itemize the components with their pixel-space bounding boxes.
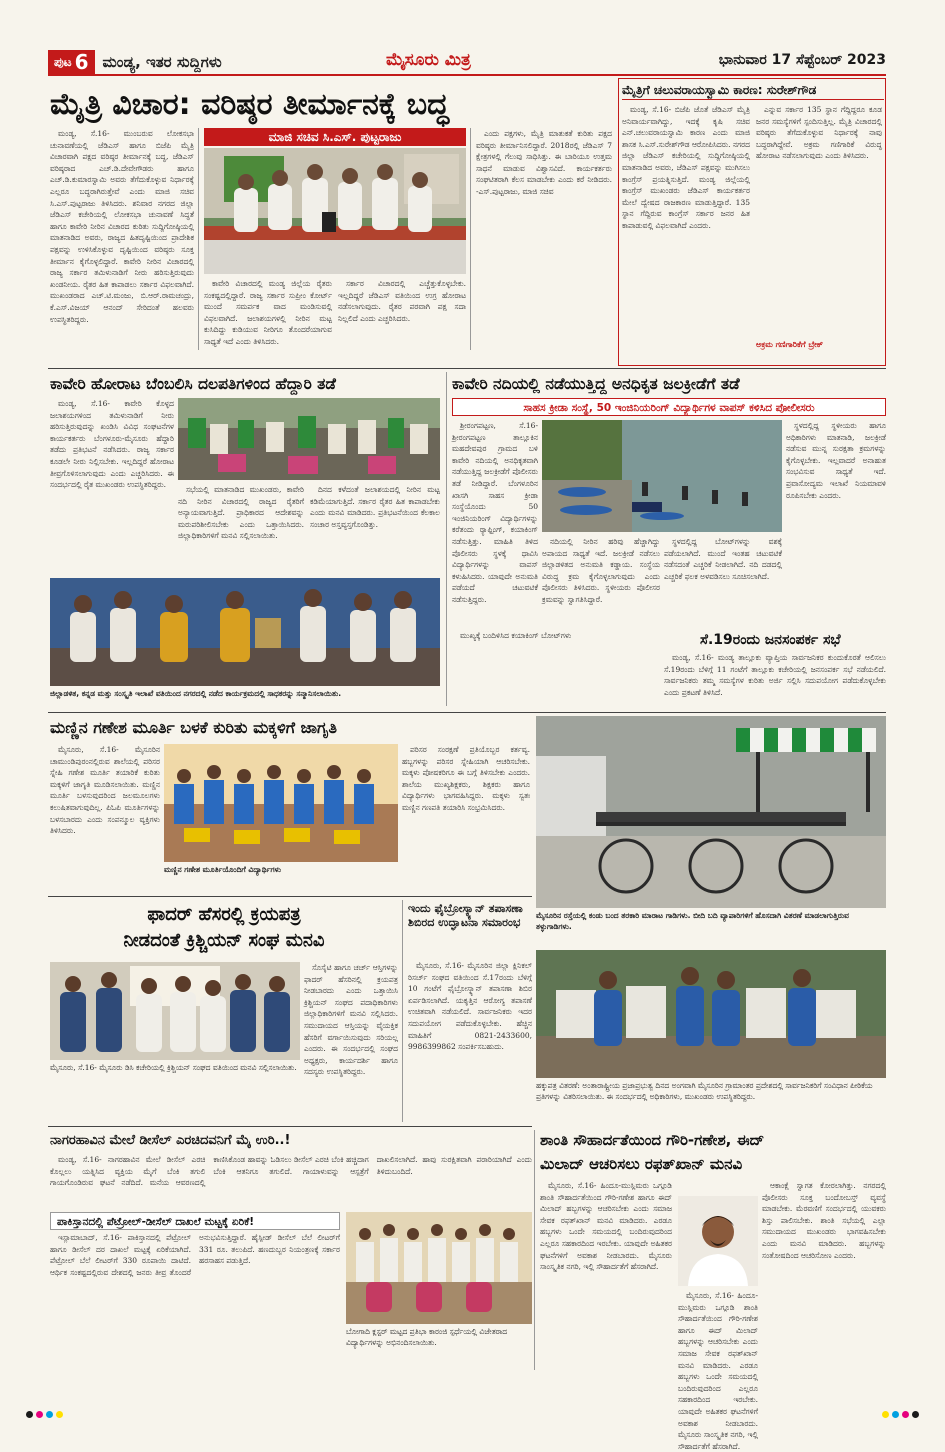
page-number-box (48, 50, 95, 74)
christian-text: ಸೊಸೈಟಿ ಹಾಗೂ ಚರ್ಚ್ ಆಸ್ತಿಗಳನ್ನು ಫಾದರ್ ಹೆಸರಿನಲ್ಲಿ ಕ್ರಯಪತ್ರ ನೀಡಬಾರದು ಎಂದು ಒತ್ತಾಯಿಸಿ ಕ್ರಿಶ್ಚಿಯನ್ ಸಂಘದ ಪದಾಧಿಕಾರಿಗಳು ಜಿಲ್ಲಾಧಿಕಾರಿಗಳಿಗೆ ಮನವಿ ಸಲ್ಲಿಸಿದರು. ಸಮುದಾಯದ ಆಸ್ತಿಯನ್ನು ವೈಯಕ್ತಿಕ ಹೆಸರಿಗೆ ವರ್ಗಾಯಿಸುವುದು ಸರಿಯಲ್ಲ ಎಂದರು. ಈ ಸಂದರ್ಭದಲ್ಲಿ ಸಂಘದ ಅಧ್ಯಕ್ಷರು, ಕಾರ್ಯದರ್ಶಿ ಹಾಗೂ ಸದಸ್ಯರು ಉಪಸ್ಥಿತರಿದ್ದರು. (304, 963, 398, 1077)
pakistan-headline: ಪಾಕಿಸ್ತಾನದಲ್ಲಿ ಪೆಟ್ರೋಲ್-ಡೀಸೆಲ್ ದಾಖಲೆ ಮಟ್ಟಕ್ಕೆ ಏರಿಕೆ! (50, 1212, 340, 1230)
pakistan-text: ಇಸ್ಲಾಮಾಬಾದ್, ಸೆ.16- ಪಾಕಿಸ್ತಾನದಲ್ಲಿ ಪೆಟ್ರೋಲ್ ಹಾಗೂ ಡೀಸೆಲ್ ದರ ದಾಖಲೆ ಮಟ್ಟಕ್ಕೆ ಏರಿಕೆಯಾಗಿದೆ. ಪೆಟ್ರೋಲ್ ಬೆಲೆ ಲೀಟರ್‌ಗೆ 330 ರೂಪಾಯಿ ದಾಟಿದೆ. ಆರ್ಥಿಕ ಸಂಕಷ್ಟದಲ್ಲಿರುವ ದೇಶದಲ್ಲಿ ಜನರು ತೀವ್ರ ತೊಂದರೆ ಅನುಭವಿಸುತ್ತಿದ್ದಾರೆ. ಹೈಸ್ಪೀಡ್ ಡೀಸೆಲ್ ಬೆಲೆ ಲೀಟರ್‌ಗೆ 331 ರೂ. ತಲುಪಿದೆ. ಹಣದುಬ್ಬರ ನಿಯಂತ್ರಣಕ್ಕೆ ಸರ್ಕಾರ ಹರಸಾಹಸ ಪಡುತ್ತಿದೆ. (50, 1233, 340, 1277)
water-sports-extra: ಮುಖ್ಯಕ್ಕೆ ಬಂದಿಳಿಸಿದ ಕಯಾಕಿಂಗ್ ಬೋಟ್‌ಗಳು (460, 631, 572, 640)
shanti-col-2b: ಮೈಸೂರು, ಸೆ.16- ಹಿಂದೂ-ಮುಸ್ಲಿಮರು ಒಗ್ಗೂಡಿ ಶಾಂತಿ ಸೌಹಾರ್ದತೆಯಿಂದ ಗೌರಿ-ಗಣೇಶ ಹಾಗೂ ಈದ್ ಮಿಲಾದ್ ಹಬ್ಬಗಳನ್ನು ಆಚರಿಸಬೇಕು ಎಂದು ಸಮಾಜ ಸೇವಕ ರಫತ್‌ಖಾನ್ ಮನವಿ ಮಾಡಿದರು. ಎರಡೂ ಹಬ್ಬಗಳು ಒಂದೇ ಸಮಯದಲ್ಲಿ ಬಂದಿರುವುದರಿಂದ ಎಲ್ಲರೂ ಸಹಕಾರದಿಂದ ಇರಬೇಕು. ಯಾವುದೇ ಅಹಿತಕರ ಘಟನೆಗಳಿಗೆ ಅವಕಾಶ ನೀಡಬಾರದು. ಮೈಸೂರು ಸಾಂಸ್ಕೃತಿಕ ನಗರಿ, ಇಲ್ಲಿ ಸೌಹಾರ್ದತೆಗೆ ಹೆಸರಾಗಿದೆ. (678, 1291, 758, 1451)
masthead (48, 50, 886, 76)
water-sports-col-4: ಸ್ಥಳದಲ್ಲಿದ್ದ ಸ್ಥಳೀಯರು ಹಾಗೂ ಅಧಿಕಾರಿಗಳು ಮಾತನಾಡಿ, ಜಲಕ್ರೀಡೆ ನಡೆಸುವ ಮುನ್ನ ಸುರಕ್ಷತಾ ಕ್ರಮಗಳನ್ನು ಕೈಗೊಳ್ಳಬೇಕು. ಇಲ್ಲವಾದರೆ ಅನಾಹುತ ಸಂಭವಿಸುವ ಸಾಧ್ಯತೆ ಇದೆ. ಪ್ರವಾಸೋದ್ಯಮ ಇಲಾಖೆ ನಿಯಮಾವಳಿ ರೂಪಿಸಬೇಕು ಎಂದರು. (786, 421, 886, 500)
lead-banner: ಮಾಜಿ ಸಚಿವ ಸಿ.ಎಸ್. ಪುಟ್ಟರಾಜು (204, 128, 466, 146)
ganesha-col-2: ಪರಿಸರ ಸಂರಕ್ಷಣೆ ಪ್ರತಿಯೊಬ್ಬರ ಕರ್ತವ್ಯ. ಹಬ್ಬಗಳನ್ನು ಪರಿಸರ ಸ್ನೇಹಿಯಾಗಿ ಆಚರಿಸಬೇಕು. ಮಕ್ಕಳು ಪೋಷಕರಿಗೂ ಈ ಬಗ್ಗೆ ತಿಳಿಸಬೇಕು ಎಂದರು. ಶಾಲೆಯ ಮುಖ್ಯಶಿಕ್ಷಕರು, ಶಿಕ್ಷಕರು ಹಾಗೂ ವಿದ್ಯಾರ್ಥಿಗಳು ಭಾಗವಹಿಸಿದ್ದರು. ಮಕ್ಕಳು ಸ್ವತಃ ಮಣ್ಣಿನ ಗಣಪತಿ ತಯಾರಿಸಿ ಸಂಭ್ರಮಿಸಿದರು. (402, 745, 530, 812)
rafath-khan-photo (678, 1196, 758, 1286)
page-label: ಪುಟ (54, 54, 72, 69)
issue-date: ಭಾನುವಾರ 17 ಸೆಪ್ಟೆಂಬರ್ 2023 (718, 52, 886, 68)
page-number: 6 (74, 50, 89, 74)
protest-text-2: ಸಭೆಯಲ್ಲಿ ಮಾತನಾಡಿದ ಮುಖಂಡರು, ಕಾವೇರಿ ನದಿ ನೀರಿನ ವಿಚಾರದಲ್ಲಿ ರಾಜ್ಯದ ರೈತರಿಗೆ ಅನ್ಯಾಯವಾಗುತ್ತಿದೆ. ಪ್ರಾಧಿಕಾರದ ಆದೇಶವನ್ನು ಮರುಪರಿಶೀಲಿಸಬೇಕು ಎಂದು ಒತ್ತಾಯಿಸಿದರು. ಜಿಲ್ಲಾಧಿಕಾರಿಗಳಿಗೆ ಮನವಿ ಸಲ್ಲಿಸಲಾಯಿತು. (178, 485, 304, 541)
janasamparka-headline: ಸೆ.19ರಂದು ಜನಸಂಪರ್ಕ ಸಭೆ (700, 632, 841, 648)
sidebar-headline: ಮೈತ್ರಿಗೆ ಚಲುವರಾಯಸ್ವಾಮಿ ಕಾರಣ: ಸುರೇಶ್‌ಗೌಡ (622, 80, 884, 100)
ganesha-headline: ಮಣ್ಣಿನ ಗಣೇಶ ಮೂರ್ತಿ ಬಳಕೆ ಕುರಿತು ಮಕ್ಕಳಿಗೆ ಜಾಗೃತಿ (50, 718, 338, 737)
sidebar-subhead: ಅಕ್ರಮ ಗಣಿಗಾರಿಕೆಗೆ ಬ್ರೇಕ್ (756, 340, 823, 349)
ganesha-col-1: ಮೈಸೂರು, ಸೆ.16- ಮೈಸೂರಿನ ಚಾಮುಂಡಿಪುರಂನಲ್ಲಿರುವ ಶಾಲೆಯಲ್ಲಿ ಪರಿಸರ ಸ್ನೇಹಿ ಗಣೇಶ ಮೂರ್ತಿ ತಯಾರಿಕೆ ಕುರಿತು ಮಕ್ಕಳಿಗೆ ಜಾಗೃತಿ ಮೂಡಿಸಲಾಯಿತು. ಮಣ್ಣಿನ ಮೂರ್ತಿ ಬಳಸುವುದರಿಂದ ಜಲಮೂಲಗಳು ಕಲುಷಿತವಾಗುವುದಿಲ್ಲ. ಪಿಓಪಿ ಮೂರ್ತಿಗಳನ್ನು ಬಳಸಬಾರದು ಎಂದು ಸಂಪನ್ಮೂಲ ವ್ಯಕ್ತಿಗಳು ತಿಳಿಸಿದರು. (50, 745, 160, 836)
shanti-col-2: ಆಕಾಂಕ್ಷೆ ಸ್ವಾಗತ ಕೋರಲಾಗಿತ್ತು. ನಗರದಲ್ಲಿ ಪೊಲೀಸರು ಸೂಕ್ತ ಬಂದೋಬಸ್ತ್ ವ್ಯವಸ್ಥೆ ಮಾಡಬೇಕು. ಮೆರವಣಿಗೆ ಸಂದರ್ಭದಲ್ಲಿ ಯುವಕರು ಶಿಸ್ತು ಪಾಲಿಸಬೇಕು. ಶಾಂತಿ ಸಭೆಯಲ್ಲಿ ಎಲ್ಲಾ ಸಮುದಾಯದ ಮುಖಂಡರು ಭಾಗವಹಿಸಬೇಕು ಎಂದು ಮನವಿ ಮಾಡಿದರು. ಹಬ್ಬಗಳನ್ನು ಸಂತೋಷದಿಂದ ಆಚರಿಸೋಣ ಎಂದರು. (762, 1181, 886, 1260)
pratibha-caption: ಬೋಗಾದಿ ಕ್ಲಸ್ಟರ್ ಮಟ್ಟದ ಪ್ರತಿಭಾ ಕಾರಂಜಿ ಸ್ಪರ್ಧೆಯಲ್ಲಿ ವಿಜೇತರಾದ ವಿದ್ಯಾರ್ಥಿಗಳನ್ನು ಅಭಿನಂದಿಸಲಾಯಿತು. (346, 1327, 508, 1347)
vegetable-cart-photo (536, 716, 886, 908)
protest-text: ಮಂಡ್ಯ, ಸೆ.16- ಕಾವೇರಿ ಕೊಳ್ಳದ ಜಲಾಶಯಗಳಿಂದ ತಮಿಳುನಾಡಿಗೆ ನೀರು ಹರಿಸುತ್ತಿರುವುದನ್ನು ಖಂಡಿಸಿ ವಿವಿಧ ಸಂಘಟನೆಗಳ ಕಾರ್ಯಕರ್ತರು ಬೆಂಗಳೂರು-ಮೈಸೂರು ಹೆದ್ದಾರಿ ತಡೆದು ಪ್ರತಿಭಟನೆ ನಡೆಸಿದರು. ರಾಜ್ಯ ಸರ್ಕಾರ ಕೂಡಲೇ ನೀರು ನಿಲ್ಲಿಸಬೇಕು. ಇಲ್ಲದಿದ್ದರೆ ಹೋರಾಟ ತೀವ್ರಗೊಳಿಸಲಾಗುವುದು ಎಂದು ಎಚ್ಚರಿಸಿದರು. ಈ ಸಂದರ್ಭದಲ್ಲಿ ರೈತ ಮುಖಂಡರು ಉಪಸ್ಥಿತರಿದ್ದರು. (50, 399, 174, 490)
constitution-caption: ಹಕ್ಕುಪತ್ರ ವಿತರಣೆ: ಅಂತಾರಾಷ್ಟ್ರೀಯ ಪ್ರಜಾಪ್ರಭುತ್ವ ದಿನದ ಅಂಗವಾಗಿ ಮೈಸೂರಿನ ಗ್ರಾಮಾಂತರ ಪ್ರದೇಶದಲ್ಲಿ ಸಾರ್ವಜನಿಕರಿಗೆ ಸಂವಿಧಾನ ಪೀಠಿಕೆಯ ಪ್ರತಿಗಳನ್ನು ವಿತರಿಸಲಾಯಿತು. ಈ ಸಂದರ್ಭದಲ್ಲಿ ಅಧಿಕಾರಿಗಳು, ಮುಖಂಡರು ಉಪಸ್ಥಿತರಿದ್ದರು. (536, 1081, 873, 1101)
christian-caption: ಮೈಸೂರು, ಸೆ.16- ಮೈಸೂರು ಡಿಸಿ ಕಚೇರಿಯಲ್ಲಿ ಕ್ರಿಶ್ಚಿಯನ್ ಸಂಘದ ವತಿಯಿಂದ ಮನವಿ ಸಲ್ಲಿಸಲಾಯಿತು. (50, 1063, 297, 1072)
cart-caption: ಮೈಸೂರಿನ ರಸ್ತೆಯಲ್ಲಿ ಕಂಡು ಬಂದ ತರಕಾರಿ ಮಾರಾಟ ಗಾಡಿಗಳು. ಬೀದಿ ಬದಿ ವ್ಯಾಪಾರಿಗಳಿಗೆ ಹೊಸದಾಗಿ ವಿತರಣೆ ಮಾಡಲಾಗುತ್ತಿರುವ ತಳ್ಳುಗಾಡಿಗಳು. (536, 911, 849, 931)
ganesha-photo-caption: ಮಣ್ಣಿನ ಗಣೇಶ ಮೂರ್ತಿಯೊಂದಿಗೆ ವಿದ್ಯಾರ್ಥಿಗಳು (164, 865, 282, 874)
lead-column-4: ಎಂದು ಪಕ್ಷಗಳು, ಮೈತ್ರಿ ಮಾತುಕತೆ ಕುರಿತು ಪಕ್ಷದ ವರಿಷ್ಠರು ತೀರ್ಮಾನಿಸಲಿದ್ದಾರೆ. 2018ರಲ್ಲಿ ಜೆಡಿಎಸ್ 7 ಕ್ಷೇತ್ರಗಳಲ್ಲಿ ಗೆಲುವು ಸಾಧಿಸಿತ್ತು. ಈ ಬಾರಿಯೂ ಉತ್ತಮ ಸಾಧನೆ ಮಾಡುವ ವಿಶ್ವಾಸವಿದೆ. ಕಾರ್ಯಕರ್ತರು ಸಂಘಟಿತರಾಗಿ ಕೆಲಸ ಮಾಡಬೇಕು ಎಂದು ಕರೆ ನೀಡಿದರು. -ಎಸ್.ಪುಟ್ಟರಾಜು, ಮಾಜಿ ಸಚಿವ (476, 129, 612, 196)
protest-text-3: ದಿನದ ಕಳೆದಂತೆ ಜಲಾಶಯದಲ್ಲಿ ನೀರಿನ ಮಟ್ಟ ಕಡಿಮೆಯಾಗುತ್ತಿದೆ. ಸರ್ಕಾರ ರೈತರ ಹಿತ ಕಾಪಾಡಬೇಕು ಎಂದು ಮನವಿ ಮಾಡಿದರು. ಪ್ರತಿಭಟನೆಯಿಂದ ಕೆಲಕಾಲ ಸಂಚಾರ ಅಸ್ತವ್ಯಸ್ತಗೊಂಡಿತ್ತು. (310, 485, 440, 529)
water-sports-headline: ಕಾವೇರಿ ನದಿಯಲ್ಲಿ ನಡೆಯುತ್ತಿದ್ದ ಅನಧಿಕೃತ ಜಲಕ್ರೀಡೆಗೆ ತಡೆ (452, 375, 740, 393)
fibroscan-headline: ಇಂದು ಫೈಬ್ರೋಸ್ಕ್ಯಾನ್ ತಪಾಸಣಾ ಶಿಬಿರದ ಉದ್ಘಾಟನಾ ಸಮಾರಂಭ (408, 902, 523, 929)
lead-column-1: ಮಂಡ್ಯ, ಸೆ.16- ಮುಂಬರುವ ಲೋಕಸಭಾ ಚುನಾವಣೆಯಲ್ಲಿ ಜೆಡಿಎಸ್ ಹಾಗೂ ಬಿಜೆಪಿ ಮೈತ್ರಿ ವಿಚಾರವಾಗಿ ಪಕ್ಷದ ವರಿಷ್ಠರ ತೀರ್ಮಾನಕ್ಕೆ ಬದ್ಧ, ಜೆಡಿಎಸ್ ವರಿಷ್ಠರಾದ ಎಚ್.ಡಿ.ದೇವೇಗೌಡರು ಹಾಗೂ ಎಚ್.ಡಿ.ಕುಮಾರಸ್ವಾಮಿ ಅವರು ತೆಗೆದುಕೊಳ್ಳುವ ನಿರ್ಧಾರಕ್ಕೆ ಎಲ್ಲರೂ ಬದ್ಧರಾಗಿರುತ್ತೇವೆ ಎಂದು ಮಾಜಿ ಸಚಿವ ಸಿ.ಎಸ್.ಪುಟ್ಟರಾಜು ತಿಳಿಸಿದರು. ಶನಿವಾರ ನಗರದ ಜಿಲ್ಲಾ ಜೆಡಿಎಸ್ ಕಚೇರಿಯಲ್ಲಿ ಲೋಕಸಭಾ ಚುನಾವಣೆ ಸಿದ್ಧತೆ ಹಾಗೂ ಕಾವೇರಿ ನೀರಿನ ವಿಚಾರದ ಕುರಿತು ಸುದ್ದಿಗೋಷ್ಠಿಯಲ್ಲಿ ಮಾತನಾಡಿದ ಅವರು, ರಾಜ್ಯದ ಹಿತದೃಷ್ಟಿಯಿಂದ ಪ್ರಾದೇಶಿಕ ಪಕ್ಷವನ್ನು ಉಳಿಸಿಕೊಳ್ಳುವ ದೃಷ್ಟಿಯಿಂದ ವರಿಷ್ಠರು ಸೂಕ್ತ ತೀರ್ಮಾನ ಕೈಗೊಳ್ಳಲಿದ್ದಾರೆ. ಕಾವೇರಿ ನೀರಿನ ವಿಚಾರದಲ್ಲಿ ರಾಜ್ಯ ಸರ್ಕಾರ ತಮಿಳುನಾಡಿಗೆ ನೀರು ಹರಿಸುತ್ತಿರುವುದು ಖಂಡನೀಯ. ರೈತರ ಹಿತ ಕಾಪಾಡಲು ಸರ್ಕಾರ ವಿಫಲವಾಗಿದೆ. ಮುಖಂಡರಾದ ಎಚ್.ಟಿ.ಮಂಜು, ಬಿ.ಆರ್.ರಾಮಚಂದ್ರು, ಕೆ.ಎಸ್.ವಿಜಯ್ ಆನಂದ್ ಸೇರಿದಂತೆ ಹಲವರು ಉಪಸ್ಥಿತರಿದ್ದರು. (50, 129, 194, 324)
protest-photo (178, 398, 440, 480)
sidebar-column-2: ಎನ್ನುವ ಸರ್ಕಾರ 135 ಸ್ಥಾನ ಗೆದ್ದಿದ್ದರೂ ಕೂಡ ಜನರ ಸಮಸ್ಯೆಗಳಿಗೆ ಸ್ಪಂದಿಸುತ್ತಿಲ್ಲ. ಮೈತ್ರಿ ವಿಚಾರದಲ್ಲಿ ವರಿಷ್ಠರು ತೆಗೆದುಕೊಳ್ಳುವ ನಿರ್ಧಾರಕ್ಕೆ ನಾವು ಬದ್ಧರಾಗಿದ್ದೇವೆ. ಅಕ್ರಮ ಗಣಿಗಾರಿಕೆ ವಿರುದ್ಧ ಹೋರಾಟ ನಡೆಸಲಾಗುವುದು ಎಂದು ತಿಳಿಸಿದರು. (756, 105, 882, 161)
lead-column-2: ಕಾವೇರಿ ವಿಚಾರದಲ್ಲಿ ಮಂಡ್ಯ ಜಿಲ್ಲೆಯ ರೈತರು ಸಂಕಷ್ಟದಲ್ಲಿದ್ದಾರೆ. ರಾಜ್ಯ ಸರ್ಕಾರ ಸುಪ್ರೀಂ ಕೋರ್ಟ್ ಮುಂದೆ ಸಮರ್ಪಕ ವಾದ ಮಂಡಿಸುವಲ್ಲಿ ವಿಫಲವಾಗಿದೆ. ಜಲಾಶಯಗಳಲ್ಲಿ ನೀರಿನ ಮಟ್ಟ ಕುಸಿದಿದ್ದು ಕುಡಿಯುವ ನೀರಿಗೂ ತೊಂದರೆಯಾಗುವ ಸಾಧ್ಯತೆ ಇದೆ ಎಂದು ತಿಳಿಸಿದರು. (204, 279, 332, 346)
water-sports-col-3: ಸ್ಥಳದಲ್ಲಿದ್ದ ಬೋಟ್‌ಗಳನ್ನು ವಶಕ್ಕೆ ಪಡೆಯಲಾಗಿದೆ. ಮುಂದೆ ಇಂತಹ ಚಟುವಟಿಕೆ ನಡೆಸದಂತೆ ಎಚ್ಚರಿಕೆ ನೀಡಲಾಗಿದೆ. ನದಿ ದಡದಲ್ಲಿ ಎಚ್ಚರಿಕೆ ಫಲಕ ಅಳವಡಿಸಲು ಸೂಚಿಸಲಾಗಿದೆ. (664, 537, 782, 581)
pratibha-photo (346, 1212, 532, 1324)
lead-headline: ಮೈತ್ರಿ ವಿಚಾರ: ವರಿಷ್ಠರ ತೀರ್ಮಾನಕ್ಕೆ ಬದ್ಧ (50, 87, 449, 122)
protest-headline: ಕಾವೇರಿ ಹೋರಾಟ ಬೆಂಬಲಿಸಿ ದಲಪತಿಗಳಿಂದ ಹೆದ್ದಾರಿ ತಡೆ (50, 375, 336, 393)
diesel-text: ಮಂಡ್ಯ, ಸೆ.16- ನಾಗರಹಾವಿನ ಮೇಲೆ ಡೀಸೆಲ್ ಎರಚಿ ಕೊಲ್ಲಲು ಯತ್ನಿಸಿದ ವ್ಯಕ್ತಿಯ ಮೈಗೆ ಬೆಂಕಿ ತಗುಲಿ ಗಾಯಗೊಂಡಿರುವ ಘಟನೆ ನಡೆದಿದೆ. ಮನೆಯ ಆವರಣದಲ್ಲಿ ಕಾಣಿಸಿಕೊಂಡ ಹಾವನ್ನು ಓಡಿಸಲು ಡೀಸೆಲ್ ಎರಚಿ ಬೆಂಕಿ ಹಚ್ಚಿದಾಗ ಬೆಂಕಿ ಆತನಿಗೂ ತಗುಲಿದೆ. ಗಾಯಾಳುವನ್ನು ಆಸ್ಪತ್ರೆಗೆ ದಾಖಲಿಸಲಾಗಿದೆ. ಹಾವು ಸುರಕ್ಷಿತವಾಗಿ ಪರಾರಿಯಾಗಿದೆ ಎಂದು ತಿಳಿದುಬಂದಿದೆ. (50, 1155, 532, 1188)
ganesha-students-photo (164, 744, 398, 862)
shanti-headline-2: ಮಿಲಾದ್ ಆಚರಿಸಲು ರಫತ್‌ಖಾನ್ ಮನವಿ (540, 1155, 743, 1173)
christian-headline-2: ನೀಡದಂತೆ ಕ್ರಿಶ್ಚಿಯನ್ ಸಂಘ ಮನವಿ (123, 930, 325, 951)
constitution-photo (536, 950, 886, 1078)
fibroscan-text: ಮೈಸೂರು, ಸೆ.16- ಮೈಸೂರಿನ ಜಿಲ್ಲಾ ಕ್ಲಿನಿಕಲ್ ರಿಸರ್ಚ್ ಸಂಘದ ವತಿಯಿಂದ ಸೆ.17ರಂದು ಬೆಳಿಗ್ಗೆ 10 ಗಂಟೆಗೆ ಫೈಬ್ರೋಸ್ಕ್ಯಾನ್ ತಪಾಸಣಾ ಶಿಬಿರ ಏರ್ಪಡಿಸಲಾಗಿದೆ. ಯಕೃತ್ತಿನ ಆರೋಗ್ಯ ತಪಾಸಣೆ ಉಚಿತವಾಗಿ ನಡೆಯಲಿದೆ. ಸಾರ್ವಜನಿಕರು ಇದರ ಸದುಪಯೋಗ ಪಡೆದುಕೊಳ್ಳಬೇಕು. ಹೆಚ್ಚಿನ ಮಾಹಿತಿಗೆ 0821-2433600, 9986399862 ಸಂಪರ್ಕಿಸಬಹುದು. (408, 961, 532, 1052)
kayak-photo (542, 420, 782, 532)
press-meet-photo (204, 148, 466, 274)
water-sports-banner: ಸಾಹಸ ಕ್ರೀಡಾ ಸಂಸ್ಥೆ, 50 ಇಂಜಿನಿಯರಿಂಗ್ ವಿದ್ಯಾರ್ಥಿಗಳ ವಾಪಸ್ ಕಳಿಸಿದ ಪೋಲೀಸರು (452, 398, 886, 416)
water-sports-col-1: ಶ್ರೀರಂಗಪಟ್ಟಣ, ಸೆ.16- ಶ್ರೀರಂಗಪಟ್ಟಣ ತಾಲ್ಲೂಕಿನ ಮಹದೇವಪುರ ಗ್ರಾಮದ ಬಳಿ ಕಾವೇರಿ ನದಿಯಲ್ಲಿ ಅನಧಿಕೃತವಾಗಿ ನಡೆಯುತ್ತಿದ್ದ ಜಲಕ್ರೀಡೆಗೆ ಪೊಲೀಸರು ತಡೆ ನೀಡಿದ್ದಾರೆ. ಬೆಂಗಳೂರಿನ ಖಾಸಗಿ ಸಾಹಸ ಕ್ರೀಡಾ ಸಂಸ್ಥೆಯೊಂದು 50 ಇಂಜಿನಿಯರಿಂಗ್ ವಿದ್ಯಾರ್ಥಿಗಳನ್ನು ಕರೆತಂದು ರ್‍ಯಾಫ್ಟಿಂಗ್, ಕಯಾಕಿಂಗ್ ನಡೆಸುತ್ತಿತ್ತು. ಮಾಹಿತಿ ತಿಳಿದ ಪೊಲೀಸರು ಸ್ಥಳಕ್ಕೆ ಧಾವಿಸಿ ವಿದ್ಯಾರ್ಥಿಗಳನ್ನು ವಾಪಸ್ ಕಳುಹಿಸಿದರು. ಯಾವುದೇ ಅನುಮತಿ ಪಡೆಯದೆ ಚಟುವಟಿಕೆ ನಡೆಸುತ್ತಿದ್ದರು. (452, 421, 538, 604)
shanti-col-1: ಮೈಸೂರು, ಸೆ.16- ಹಿಂದೂ-ಮುಸ್ಲಿಮರು ಒಗ್ಗೂಡಿ ಶಾಂತಿ ಸೌಹಾರ್ದತೆಯಿಂದ ಗೌರಿ-ಗಣೇಶ ಹಾಗೂ ಈದ್ ಮಿಲಾದ್ ಹಬ್ಬಗಳನ್ನು ಆಚರಿಸಬೇಕು ಎಂದು ಸಮಾಜ ಸೇವಕ ರಫತ್‌ಖಾನ್ ಮನವಿ ಮಾಡಿದರು. ಎರಡೂ ಹಬ್ಬಗಳು ಒಂದೇ ಸಮಯದಲ್ಲಿ ಬಂದಿರುವುದರಿಂದ ಎಲ್ಲರೂ ಸಹಕಾರದಿಂದ ಇರಬೇಕು. ಯಾವುದೇ ಅಹಿತಕರ ಘಟನೆಗಳಿಗೆ ಅವಕಾಶ ನೀಡಬಾರದು. ಮೈಸೂರು ಸಾಂಸ್ಕೃತಿಕ ನಗರಿ, ಇಲ್ಲಿ ಸೌಹಾರ್ದತೆಗೆ ಹೆಸರಾಗಿದೆ. (540, 1181, 672, 1272)
christian-headline-1: ಫಾದರ್ ಹೆಸರಲ್ಲಿ ಕ್ರಯಪತ್ರ (147, 904, 301, 925)
felicitation-photo (50, 578, 440, 686)
registration-marks-right (882, 1411, 919, 1418)
diesel-headline: ನಾಗರಹಾವಿನ ಮೇಲೆ ಡೀಸೆಲ್ ಎರಚಿದವನಿಗೆ ಮೈ ಉರಿ..! (50, 1133, 291, 1148)
lead-column-3: ಸರ್ಕಾರ ವಿಚಾರದಲ್ಲಿ ಎಚ್ಚೆತ್ತುಕೊಳ್ಳಬೇಕು. ಇಲ್ಲದಿದ್ದರೆ ಜೆಡಿಎಸ್ ವತಿಯಿಂದ ಉಗ್ರ ಹೋರಾಟ ನಡೆಸಲಾಗುವುದು. ರೈತರ ಪರವಾಗಿ ಪಕ್ಷ ಸದಾ ನಿಲ್ಲಲಿದೆ ಎಂದು ಎಚ್ಚರಿಸಿದರು. (338, 279, 466, 323)
section-title: ಮಂಡ್ಯ, ಇತರ ಸುದ್ದಿಗಳು (102, 53, 222, 71)
paper-name: ಮೈಸೂರು ಮಿತ್ರ (386, 50, 471, 70)
janasamparka-text: ಮಂಡ್ಯ, ಸೆ.16- ಮಂಡ್ಯ ತಾಲ್ಲೂಕು ವ್ಯಾಪ್ತಿಯ ಸಾರ್ವಜನಿಕರ ಕುಂದುಕೊರತೆ ಆಲಿಸಲು ಸೆ.19ರಂದು ಬೆಳಿಗ್ಗೆ 11 ಗಂಟೆಗೆ ತಾಲ್ಲೂಕು ಕಚೇರಿಯಲ್ಲಿ ಜನಸಂಪರ್ಕ ಸಭೆ ನಡೆಯಲಿದೆ. ಸಾರ್ವಜನಿಕರು ತಮ್ಮ ಸಮಸ್ಯೆಗಳ ಕುರಿತು ಅರ್ಜಿ ಸಲ್ಲಿಸಿ ಸದುಪಯೋಗ ಪಡೆದುಕೊಳ್ಳಬೇಕು ಎಂದು ಪ್ರಕಟಣೆ ತಿಳಿಸಿದೆ. (664, 653, 886, 697)
shanti-headline-1: ಶಾಂತಿ ಸೌಹಾರ್ದತೆಯಿಂದ ಗೌರಿ-ಗಣೇಶ, ಈದ್ (540, 1131, 765, 1149)
water-sports-col-2: ನದಿಯಲ್ಲಿ ನೀರಿನ ಹರಿವು ಹೆಚ್ಚಾಗಿದ್ದು ಅಪಾಯದ ಸಾಧ್ಯತೆ ಇದೆ. ಜಲಕ್ರೀಡೆ ನಡೆಸಲು ಜಿಲ್ಲಾಡಳಿತದ ಅನುಮತಿ ಕಡ್ಡಾಯ. ಸಂಸ್ಥೆಯ ವಿರುದ್ಧ ಕ್ರಮ ಕೈಗೊಳ್ಳಲಾಗುವುದು ಎಂದು ಪೊಲೀಸರು ತಿಳಿಸಿದರು. ಸ್ಥಳೀಯರು ಪೊಲೀಸರ ಕ್ರಮವನ್ನು ಸ್ವಾಗತಿಸಿದ್ದಾರೆ. (542, 537, 660, 604)
felicitation-caption: ಜಿಲ್ಲಾಡಳಿತ, ಕನ್ನಡ ಮತ್ತು ಸಂಸ್ಕೃತಿ ಇಲಾಖೆ ವತಿಯಿಂದ ನಗರದಲ್ಲಿ ನಡೆದ ಕಾರ್ಯಕ್ರಮದಲ್ಲಿ ಸಾಧಕರನ್ನು ಸನ್ಮಾನಿಸಲಾಯಿತು. (50, 689, 342, 698)
christian-memo-photo (50, 962, 300, 1060)
registration-marks-left (26, 1411, 63, 1418)
sidebar-column-1: ಮಂಡ್ಯ, ಸೆ.16- ಬಿಜೆಪಿ ಜೊತೆ ಜೆಡಿಎಸ್ ಮೈತ್ರಿ ಅನಿವಾರ್ಯವಾಗಿದ್ದು, ಇದಕ್ಕೆ ಕೃಷಿ ಸಚಿವ ಎನ್.ಚಲುವರಾಯಸ್ವಾಮಿ ಕಾರಣ ಎಂದು ಮಾಜಿ ಶಾಸಕ ಸಿ.ಎಸ್.ಸುರೇಶ್‌ಗೌಡ ಆರೋಪಿಸಿದರು. ನಗರದ ಜಿಲ್ಲಾ ಜೆಡಿಎಸ್ ಕಚೇರಿಯಲ್ಲಿ ಸುದ್ದಿಗೋಷ್ಠಿಯಲ್ಲಿ ಮಾತನಾಡಿದ ಅವರು, ಜೆಡಿಎಸ್ ಪಕ್ಷವನ್ನು ಮುಗಿಸಲು ಕಾಂಗ್ರೆಸ್ ಪ್ರಯತ್ನಿಸುತ್ತಿದೆ. ಮಂಡ್ಯ ಜಿಲ್ಲೆಯಲ್ಲಿ ಕಾಂಗ್ರೆಸ್ ಮುಖಂಡರು ಜೆಡಿಎಸ್ ಕಾರ್ಯಕರ್ತರ ಮೇಲೆ ದ್ವೇಷದ ರಾಜಕಾರಣ ಮಾಡುತ್ತಿದ್ದಾರೆ. 135 ಸ್ಥಾನ ಗೆದ್ದಿರುವ ಕಾಂಗ್ರೆಸ್ ಸರ್ಕಾರ ಜನರ ಹಿತ ಕಾಪಾಡುವಲ್ಲಿ ವಿಫಲವಾಗಿದೆ ಎಂದರು. (622, 105, 750, 230)
